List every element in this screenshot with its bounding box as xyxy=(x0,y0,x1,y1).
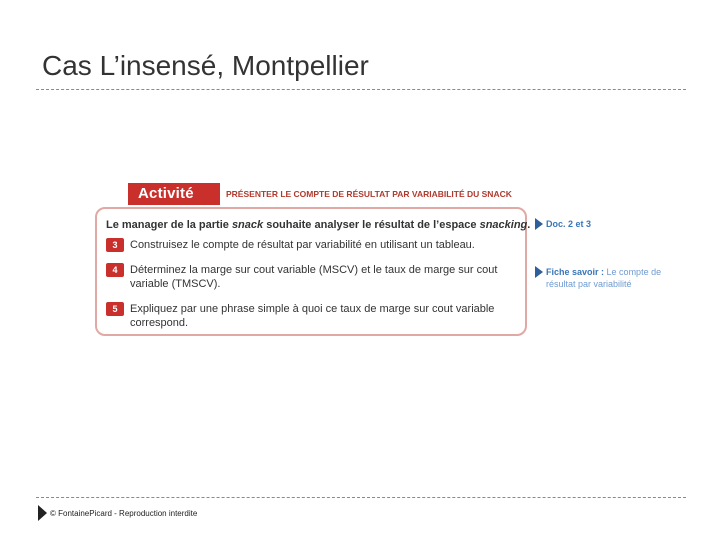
activity-heading: PRÉSENTER LE COMPTE DE RÉSULTAT PAR VARIABILITÉ DU SNACK xyxy=(226,189,512,199)
arrow-right-icon xyxy=(535,218,543,230)
question-number: 5 xyxy=(106,302,124,316)
question-item xyxy=(106,238,522,252)
intro-part: Le manager de la partie xyxy=(106,219,232,231)
copyright-text: © FontainePicard - Reproduction interdite xyxy=(50,508,198,518)
question-text: Expliquez par une phrase simple à quoi ce taux de marge sur cout variable correspond. xyxy=(130,303,495,329)
intro-emphasis: snacking xyxy=(479,219,528,231)
footer-divider xyxy=(36,497,686,498)
activity-card xyxy=(95,183,531,339)
doc-reference xyxy=(535,218,591,230)
activity-badge: Activité xyxy=(128,183,220,205)
page-title: Cas L’insensé, Montpellier xyxy=(42,50,369,81)
activity-header xyxy=(128,183,512,205)
reference-label: Fiche savoir : xyxy=(546,267,605,277)
question-text: Déterminez la marge sur cout variable (MSCV) et le taux de marge sur cout variable (TMSCV). xyxy=(130,264,498,290)
intro-part: souhaite analyser le résultat de l’espace xyxy=(263,219,480,231)
play-triangle-icon xyxy=(38,505,47,521)
title-divider xyxy=(36,89,686,90)
question-number: 4 xyxy=(106,263,124,277)
intro-part: . xyxy=(527,219,531,231)
reference-subtitle: Le compte de résultat par variabilité xyxy=(546,267,662,289)
reference-label: Doc. 2 et 3 xyxy=(546,219,592,229)
activity-intro xyxy=(106,219,530,231)
arrow-right-icon xyxy=(535,266,543,278)
question-item xyxy=(106,302,522,330)
intro-emphasis: snack xyxy=(231,219,264,231)
footer xyxy=(38,505,197,521)
question-text: Construisez le compte de résultat par variabilité en utilisant un tableau. xyxy=(130,239,475,251)
knowledge-sheet-reference xyxy=(535,266,666,290)
question-number: 3 xyxy=(106,238,124,252)
question-item xyxy=(106,263,522,291)
activity-box xyxy=(95,207,531,336)
